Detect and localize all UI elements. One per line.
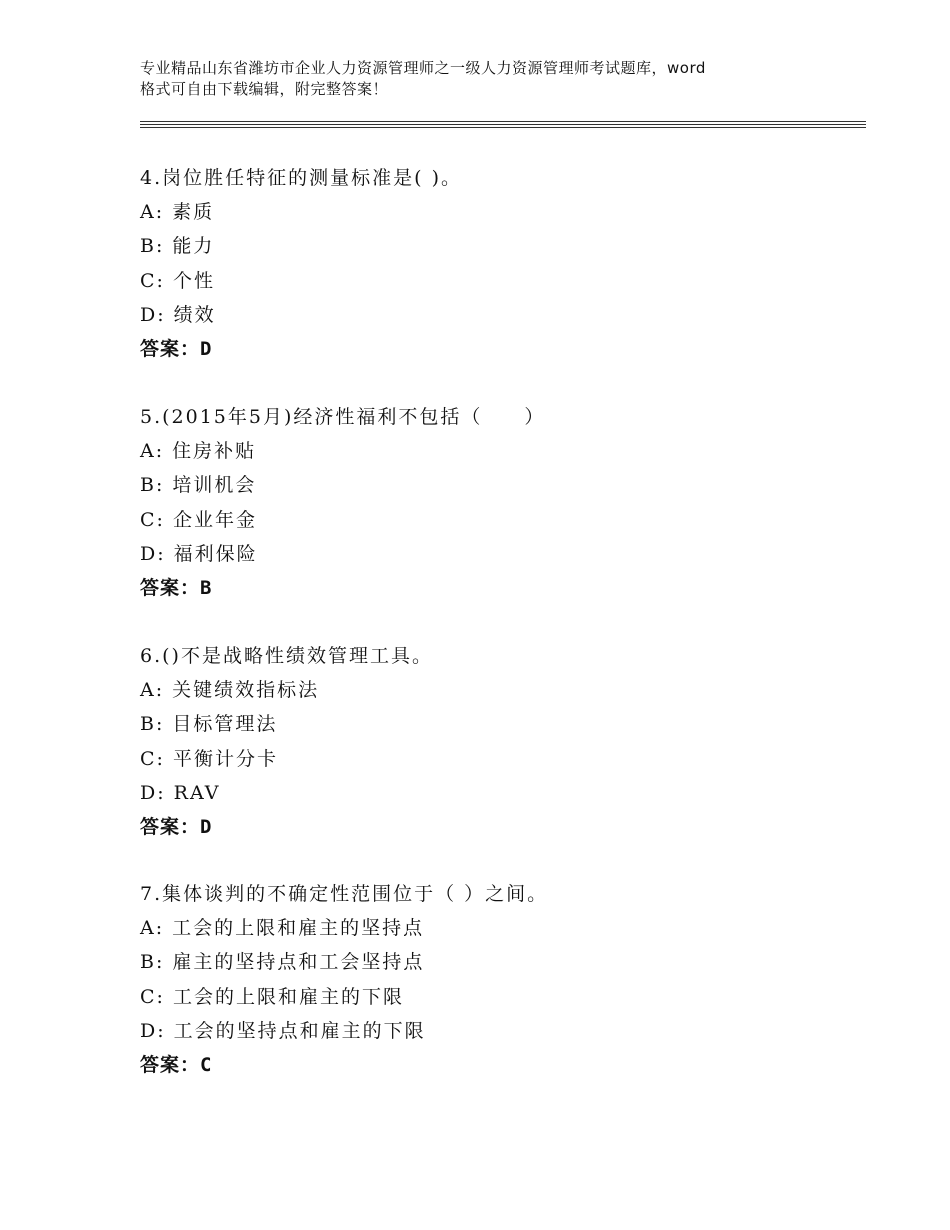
answer-value: D xyxy=(200,337,213,360)
answer-label: 答案： xyxy=(140,576,201,599)
document-header xyxy=(140,58,840,100)
option-c: C: 个性 xyxy=(140,269,215,292)
option-c: C: 平衡计分卡 xyxy=(140,747,278,770)
option-d: D: 绩效 xyxy=(140,303,216,326)
question-stem: 6.()不是战略性绩效管理工具。 xyxy=(140,645,433,667)
question-stem: 7.集体谈判的不确定性范围位于（ ）之间。 xyxy=(140,883,549,905)
answer-label: 答案： xyxy=(140,815,201,838)
answer-line xyxy=(140,1048,860,1082)
answer-label: 答案： xyxy=(140,337,201,360)
option-c: C: 工会的上限和雇主的下限 xyxy=(140,985,404,1008)
option-b: B: 目标管理法 xyxy=(140,713,278,736)
option-c: C: 企业年金 xyxy=(140,508,257,531)
option-b: B: 培训机会 xyxy=(140,474,257,497)
answer-line xyxy=(140,810,860,844)
option-d: D: RAV xyxy=(140,781,221,804)
question-4 xyxy=(140,161,860,366)
option-a: A: 关键绩效指标法 xyxy=(140,679,320,702)
answer-line xyxy=(140,332,860,366)
header-line-1: 专业精品山东省潍坊市企业人力资源管理师之一级人力资源管理师考试题库，word xyxy=(140,59,706,77)
header-line-2: 格式可自由下载编辑，附完整答案！ xyxy=(140,80,389,98)
question-5 xyxy=(140,400,860,605)
answer-label: 答案： xyxy=(140,1053,201,1076)
option-b: B: 雇主的坚持点和工会坚持点 xyxy=(140,951,425,974)
option-a: A: 素质 xyxy=(140,201,215,224)
answer-line xyxy=(140,571,860,605)
question-7 xyxy=(140,877,860,1082)
answer-value: C xyxy=(200,1053,213,1076)
question-stem: 5.(2015年5月)经济性福利不包括（ ） xyxy=(140,406,546,428)
question-stem: 4.岗位胜任特征的测量标准是( )。 xyxy=(140,167,462,189)
answer-value: B xyxy=(200,576,213,599)
option-d: D: 工会的坚持点和雇主的下限 xyxy=(140,1019,426,1042)
answer-value: D xyxy=(200,815,213,838)
question-6 xyxy=(140,639,860,844)
option-b: B: 能力 xyxy=(140,235,215,258)
option-a: A: 工会的上限和雇主的坚持点 xyxy=(140,917,425,940)
option-a: A: 住房补贴 xyxy=(140,440,257,463)
option-d: D: 福利保险 xyxy=(140,542,258,565)
header-divider-bottom xyxy=(140,127,866,128)
header-divider-top xyxy=(140,121,866,122)
header-divider-middle xyxy=(140,124,866,125)
